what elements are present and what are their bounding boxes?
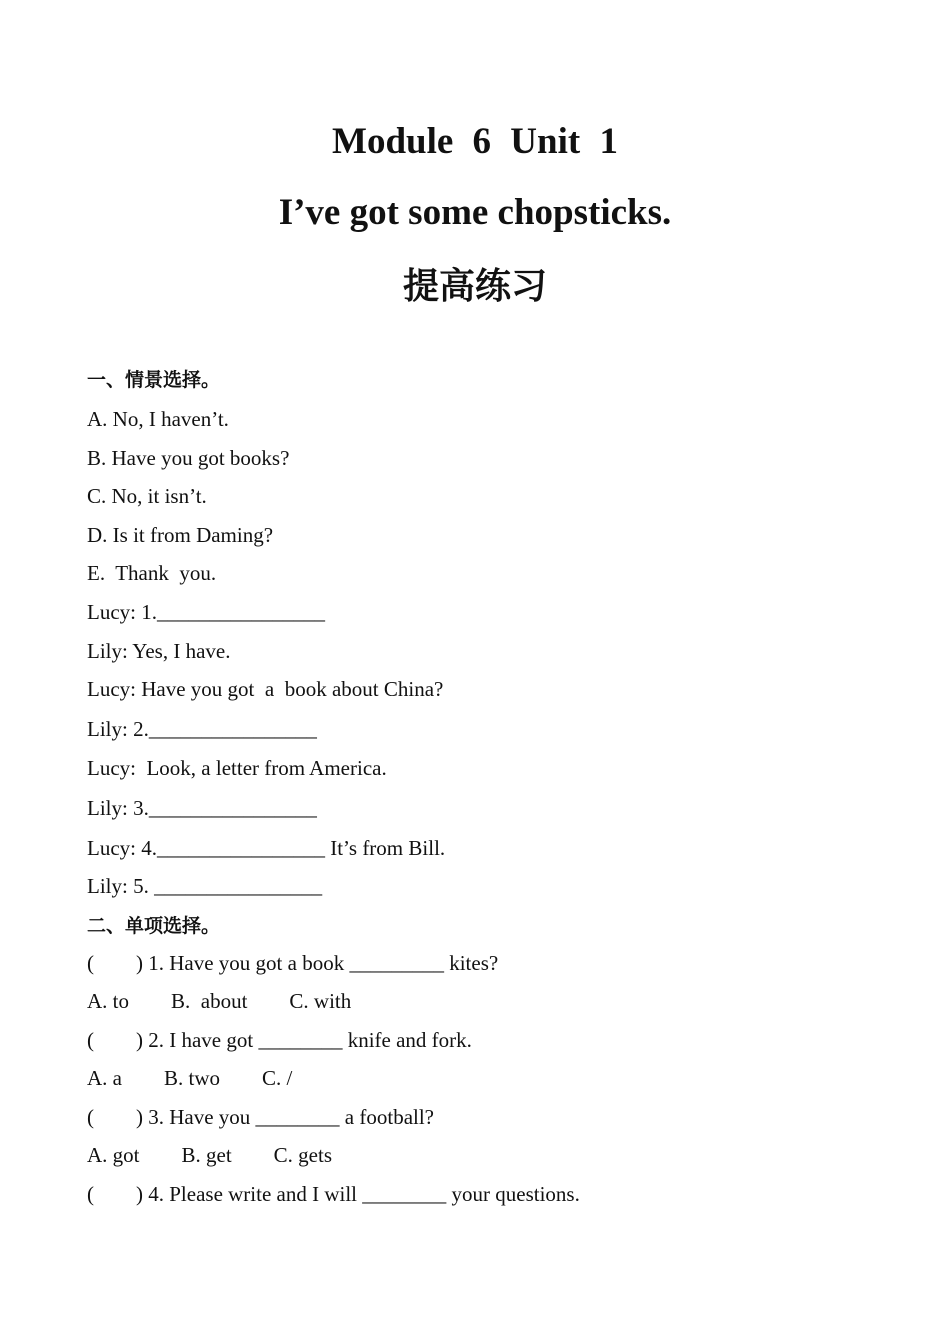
page-title: Module 6 Unit 1 — [332, 121, 618, 162]
dialogue-line-4: Lily: 2.________________ — [87, 717, 317, 741]
dialogue-line-5: Lucy: Look, a letter from America. — [87, 756, 387, 780]
exercise-type-title: 提高练习 — [402, 266, 547, 307]
section2-heading: 二、单项选择。 — [87, 915, 221, 937]
option-c: C. No, it isn’t. — [87, 484, 207, 508]
question-3: ( ) 3. Have you ________ a football? — [87, 1105, 435, 1129]
section1-heading: 一、情景选择。 — [87, 369, 221, 391]
question-3-choices: A. got B. get C. gets — [87, 1143, 332, 1167]
dialogue-line-7: Lucy: 4.________________ It’s from Bill. — [87, 836, 446, 860]
dialogue-line-3: Lucy: Have you got a book about China? — [87, 677, 444, 701]
question-2: ( ) 2. I have got ________ knife and fork. — [87, 1028, 472, 1052]
option-b: B. Have you got books? — [87, 446, 290, 470]
question-4: ( ) 4. Please write and I will ________ your questions. — [87, 1182, 580, 1206]
option-a: A. No, I haven’t. — [87, 407, 229, 431]
page-subtitle: I’ve got some chopsticks. — [278, 192, 672, 233]
dialogue-line-2: Lily: Yes, I have. — [87, 639, 231, 663]
option-e: E. Thank you. — [87, 561, 217, 585]
question-1: ( ) 1. Have you got a book _________ kites? — [87, 951, 499, 975]
question-2-choices: A. a B. two C. / — [87, 1066, 293, 1090]
dialogue-line-8: Lily: 5. ________________ — [87, 874, 323, 898]
option-d: D. Is it from Daming? — [87, 523, 274, 547]
question-1-choices: A. to B. about C. with — [87, 989, 352, 1013]
dialogue-line-1: Lucy: 1.________________ — [87, 600, 325, 624]
dialogue-line-6: Lily: 3.________________ — [87, 796, 317, 820]
